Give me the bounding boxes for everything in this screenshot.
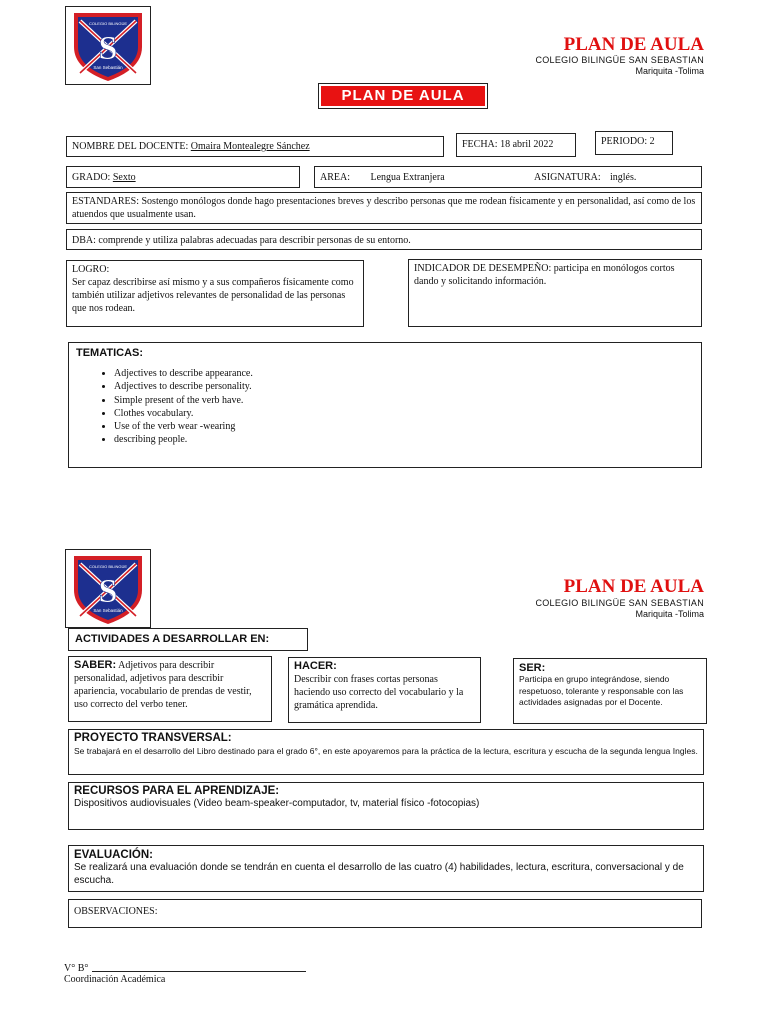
- hacer-value: Describir con frases cortas personas haciendo uso correcto del vocabulario y la gramática aprendida.: [294, 674, 464, 711]
- resources-value: Dispositivos audiovisuales (Video beam-speaker-computador, tv, material físico -fotocopias): [74, 798, 480, 809]
- area-subject-field: [314, 166, 702, 188]
- school-crest-icon: [66, 550, 150, 627]
- saber-label: SABER:: [74, 659, 117, 671]
- date-value: 18 abril 2022: [500, 139, 554, 150]
- ser-field: [513, 658, 707, 724]
- svg-text:San Sebastián: San Sebastián: [93, 65, 123, 70]
- signature-caption: Coordinación Académica: [64, 974, 166, 985]
- evaluation-label: EVALUACIÓN:: [74, 849, 154, 861]
- subject-label: ASIGNATURA:: [534, 172, 601, 183]
- grade-value: Sexto: [112, 172, 136, 183]
- hacer-label: HACER:: [294, 660, 337, 672]
- dba-field: [66, 229, 702, 250]
- school-city: Mariquita -Tolima: [635, 66, 704, 76]
- period-value: 2: [649, 136, 655, 147]
- indicator-field: [408, 259, 702, 327]
- list-item: • Adjectives to describe appearance.: [114, 367, 694, 380]
- resources-field: [68, 782, 704, 830]
- project-label: PROYECTO TRANSVERSAL:: [74, 732, 232, 744]
- list-item: • Use of the verb wear -wearing: [114, 420, 694, 433]
- indicator-label: INDICADOR DE DESEMPEÑO:: [414, 263, 552, 274]
- svg-text:S: S: [98, 30, 118, 67]
- svg-text:COLEGIO BILINGÜE: COLEGIO BILINGÜE: [88, 564, 128, 569]
- plan-banner: PLAN DE AULA: [319, 84, 487, 108]
- grade-field: [66, 166, 300, 188]
- dba-value: comprende y utiliza palabras adecuadas para describir personas de su entorno.: [98, 235, 411, 246]
- logro-label: LOGRO:: [72, 264, 110, 275]
- school-logo-frame: [65, 6, 151, 85]
- saber-field: [68, 656, 272, 722]
- grade-label: GRADO:: [72, 172, 111, 183]
- svg-text:San Sebastián: San Sebastián: [93, 608, 123, 613]
- school-logo-frame-2: [65, 549, 151, 628]
- signature-prefix: V° B°: [64, 963, 89, 974]
- ser-label: SER:: [519, 662, 546, 674]
- hacer-field: [288, 657, 481, 723]
- svg-text:COLEGIO BILINGÜE: COLEGIO BILINGÜE: [88, 21, 128, 26]
- teacher-field: [66, 136, 444, 157]
- signature-line: [92, 971, 306, 972]
- standards-value: Sostengo monólogos donde hago presentaciones breves y describo personas que me rodean físicamente y en personalidad, así como de los atuendos que usualmente usan.: [72, 196, 696, 220]
- evaluation-value: Se realizará una evaluación donde se tendrán en cuenta el desarrollo de las cuatro (4) habilidades, lectura, escritura, conversacional y de escucha.: [74, 862, 684, 886]
- resources-label: RECURSOS PARA EL APRENDIZAJE:: [74, 785, 280, 797]
- standards-label: ESTANDARES:: [72, 196, 139, 207]
- ser-value: Participa en grupo integrándose, siendo respetuoso, tolerante y responsable con las actividades asignadas por el Docente.: [519, 674, 684, 707]
- logro-field: [66, 260, 364, 327]
- list-item: • describing people.: [114, 433, 694, 446]
- school-name-2: COLEGIO BILINGÜE SAN SEBASTIAN: [535, 598, 704, 608]
- topics-field: [68, 342, 702, 468]
- topics-label: TEMATICAS:: [76, 347, 144, 359]
- evaluation-field: [68, 845, 704, 892]
- list-item: • Adjectives to describe personality.: [114, 380, 694, 393]
- school-crest-icon: [66, 7, 150, 84]
- activities-label: ACTIVIDADES A DESARROLLAR EN:: [68, 628, 308, 651]
- school-city-2: Mariquita -Tolima: [635, 609, 704, 619]
- indicator-value: participa en monólogos cortos dando y solicitando información.: [414, 263, 675, 287]
- teacher-value: Omaira Montealegre Sánchez: [190, 141, 310, 152]
- list-item: • Simple present of the verb have.: [114, 394, 694, 407]
- period-label: PERIODO:: [601, 136, 648, 147]
- list-item: • Clothes vocabulary.: [114, 407, 694, 420]
- header-title: PLAN DE AULA: [563, 34, 704, 55]
- area-value: Lengua Extranjera: [370, 172, 445, 183]
- svg-text:S: S: [98, 573, 118, 610]
- period-field: [595, 131, 673, 155]
- subject-value: inglés.: [610, 172, 637, 183]
- standards-field: [66, 192, 702, 224]
- date-label: FECHA:: [462, 139, 498, 150]
- topics-list: [76, 367, 694, 447]
- observations-field: [68, 899, 702, 928]
- header-title-2: PLAN DE AULA: [563, 576, 704, 597]
- school-name: COLEGIO BILINGÜE SAN SEBASTIAN: [535, 55, 704, 65]
- dba-label: DBA:: [72, 235, 96, 246]
- saber-value: Adjetivos para describir personalidad, adjetivos para describir apariencia, vocabulario de prendas de vestir, uso correcto del verbo tener.: [74, 660, 252, 710]
- area-label: AREA:: [320, 172, 350, 183]
- logro-value: Ser capaz describirse así mismo y a sus compañeros físicamente como también utilizar adjetivos relevantes de personalidad de las personas que nos rodean.: [72, 277, 354, 314]
- project-field: [68, 729, 704, 775]
- date-field: [456, 133, 576, 157]
- observations-label: OBSERVACIONES:: [74, 906, 158, 917]
- project-value: Se trabajará en el desarrollo del Libro destinado para el grado 6°, en este apoyaremos para la práctica de la lectura, escritura y escucha de la segunda lengua Ingles.: [74, 746, 698, 756]
- teacher-label: NOMBRE DEL DOCENTE:: [72, 141, 189, 152]
